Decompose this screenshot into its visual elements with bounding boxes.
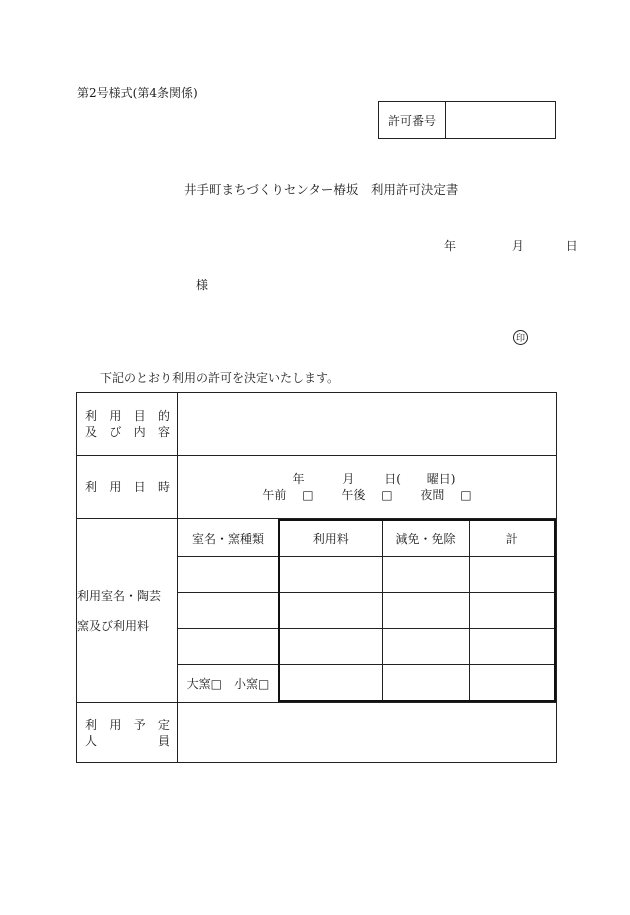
reduction-header: 減免・免除: [382, 520, 469, 557]
intro-text: 下記のとおり利用の許可を決定いたします。: [100, 371, 340, 385]
date-month-label: 月: [511, 239, 524, 253]
date-line: [444, 237, 578, 254]
room-name-cell[interactable]: [178, 593, 279, 629]
table-row-attendees: [77, 703, 557, 763]
total-cell[interactable]: [469, 665, 555, 702]
fee-header: 利用料: [279, 520, 382, 557]
room-name-cell[interactable]: [178, 629, 279, 665]
attendees-field[interactable]: [178, 703, 557, 763]
table-row-datetime: [77, 456, 557, 519]
room-name-header: 室名・窯種類: [178, 520, 279, 557]
rooms-header-row: [178, 520, 555, 557]
form-number-label: 第2号様式(第4条関係): [77, 86, 198, 100]
table-row: [178, 593, 555, 629]
permit-number-box: [378, 101, 556, 139]
table-row: [178, 557, 555, 593]
document-title: 井手町まちづくりセンター椿坂 利用許可決定書: [184, 182, 459, 197]
datetime-field[interactable]: 年 月 日( 曜日) 午前 □ 午後 □ 夜間 □: [178, 456, 557, 519]
total-cell[interactable]: [469, 629, 555, 665]
permit-number-label: 許可番号: [379, 102, 446, 138]
purpose-label: 利 用 目 的 及 び 内 容: [77, 393, 178, 456]
rooms-label: 利用室名・陶芸 窯及び利用料: [77, 519, 178, 703]
reduction-cell[interactable]: [382, 593, 469, 629]
seal-icon: 印: [513, 330, 528, 345]
kiln-row: [178, 665, 555, 702]
reduction-cell[interactable]: [382, 665, 469, 702]
fee-cell[interactable]: [279, 593, 382, 629]
datetime-label: 利 用 日 時: [77, 456, 178, 519]
reduction-cell[interactable]: [382, 629, 469, 665]
evening-checkbox[interactable]: □: [460, 488, 472, 502]
permit-number-field[interactable]: [446, 102, 555, 138]
date-year-label: 年: [444, 239, 457, 253]
table-row-purpose: [77, 393, 557, 456]
rooms-fee-table: [178, 519, 556, 702]
permit-details-table: [76, 392, 557, 763]
fee-cell[interactable]: [279, 557, 382, 593]
addressee-suffix: 様: [196, 278, 209, 292]
morning-checkbox[interactable]: □: [302, 488, 314, 502]
fee-cell[interactable]: [279, 665, 382, 702]
room-name-cell[interactable]: [178, 557, 279, 593]
total-cell[interactable]: [469, 593, 555, 629]
reduction-cell[interactable]: [382, 557, 469, 593]
date-day-label: 日: [565, 239, 578, 253]
purpose-field[interactable]: [178, 393, 557, 456]
table-row: [178, 629, 555, 665]
table-row-rooms: [77, 519, 557, 703]
total-header: 計: [469, 520, 555, 557]
attendees-label: 利 用 予 定 人 員: [77, 703, 178, 763]
fee-cell[interactable]: [279, 629, 382, 665]
afternoon-checkbox[interactable]: □: [381, 488, 393, 502]
total-cell[interactable]: [469, 557, 555, 593]
kiln-type-cell[interactable]: 大窯□ 小窯□: [178, 665, 279, 702]
